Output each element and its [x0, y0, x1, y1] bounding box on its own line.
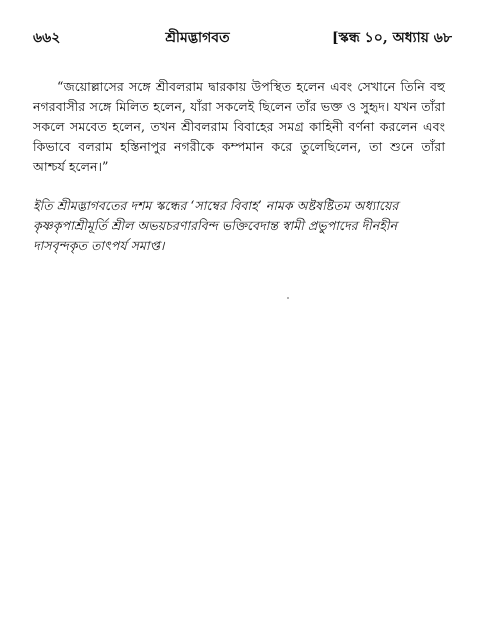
book-title: শ্রীমদ্ভাগবত — [165, 30, 230, 46]
running-header — [33, 26, 452, 48]
quote-paragraph: “জয়োল্লাসের সঙ্গে শ্রীবলরাম দ্বারকায় উপস্থিত হলেন এবং সেখানে তিনি বহু নগরবাসীর সঙ্গে মিলিত হলেন, যাঁরা সকলেই ছিলেন তাঁর ভক্ত ও সুহৃদ। যখন তাঁরা সকলে সমবেত হলেন, তখন শ্রীবলরাম বিবাহের সমগ্র কাহিনী বর্ণনা করলেন এবং কিভাবে বলরাম হস্তিনাপুর নগরীকে কম্পমান করে তুলেছিলেন, তা শুনে তাঁরা আশ্চর্য হলেন।” — [33, 78, 445, 174]
chapter-reference: [স্কন্ধ ১০, অধ্যায় ৬৮ — [331, 30, 452, 46]
chapter-colophon: ইতি শ্রীমদ্ভাগবতের দশম স্কন্ধের ‘সাম্বের বিবাহ’ নামক অষ্টষষ্টিতম অধ্যায়ের কৃষ্ণকৃপাশ্রীমূর্তি শ্রীল অভয়চরণারবিন্দ ভক্তিবেদান্ত স্বামী প্রভুপাদের দীনহীন দাসবৃন্দকৃত তাৎপর্য সমাপ্ত। — [33, 197, 399, 253]
scan-speck — [287, 297, 289, 299]
page-number: ৬৬২ — [33, 30, 61, 46]
